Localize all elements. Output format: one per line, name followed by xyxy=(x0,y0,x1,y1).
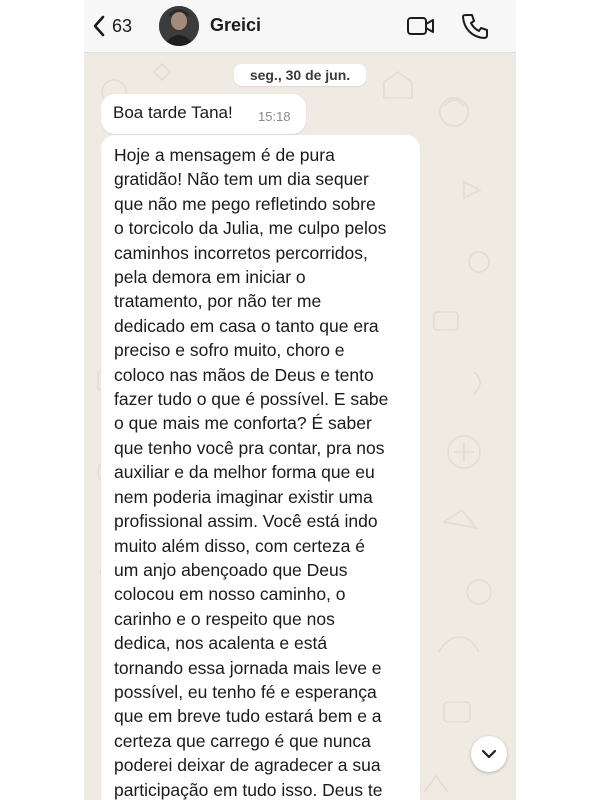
chat-screen xyxy=(84,0,516,800)
back-button[interactable] xyxy=(92,11,140,41)
message-bubble[interactable] xyxy=(101,94,306,134)
date-separator: seg., 30 de jun. xyxy=(234,64,366,86)
avatar-photo xyxy=(159,6,199,46)
phone-icon[interactable] xyxy=(461,12,489,40)
avatar[interactable] xyxy=(159,6,199,46)
message-text: Hoje a mensagem é de pura gratidão! Não tem um dia sequer que não me pego refletindo sobre o torcicolo da Julia, me culpo pelos caminhos incorretos percorridos, pela demora em iniciar o tratamento, por não ter me dedicado em casa o tanto que era preciso e sofro muito, choro e coloco nas mãos de Deus e tento fazer tudo o que é possível. E sabe o que mais me conforta? É saber que tenho você pra contar, pra nos auxiliar e da melhor forma que eu nem poderia imaginar existir uma profissional assim. Você está indo muito além disso, com certeza é um anjo abençoado que Deus colocou em nosso caminho, o carinho e o respeito que nos dedica, nos acalenta e está tornando essa jornada mais leve e possível, eu tenho fé e esperança que em breve tudo estará bem e a certeza que carrego é que nunca poderei deixar de agradecer a sua participação em tudo isso. Deus te xyxy=(114,145,389,800)
message-bubble[interactable] xyxy=(101,135,420,800)
chat-header xyxy=(84,0,516,53)
scroll-to-bottom-button[interactable] xyxy=(471,736,507,772)
chevron-down-icon xyxy=(481,749,497,759)
contact-name[interactable]: Greici xyxy=(210,15,262,35)
message-time: 15:18 xyxy=(258,109,291,124)
video-camera-icon[interactable] xyxy=(406,12,436,40)
unread-count: 63 xyxy=(112,15,133,36)
chevron-left-icon xyxy=(92,15,106,37)
message-text: Boa tarde Tana! xyxy=(113,103,233,122)
